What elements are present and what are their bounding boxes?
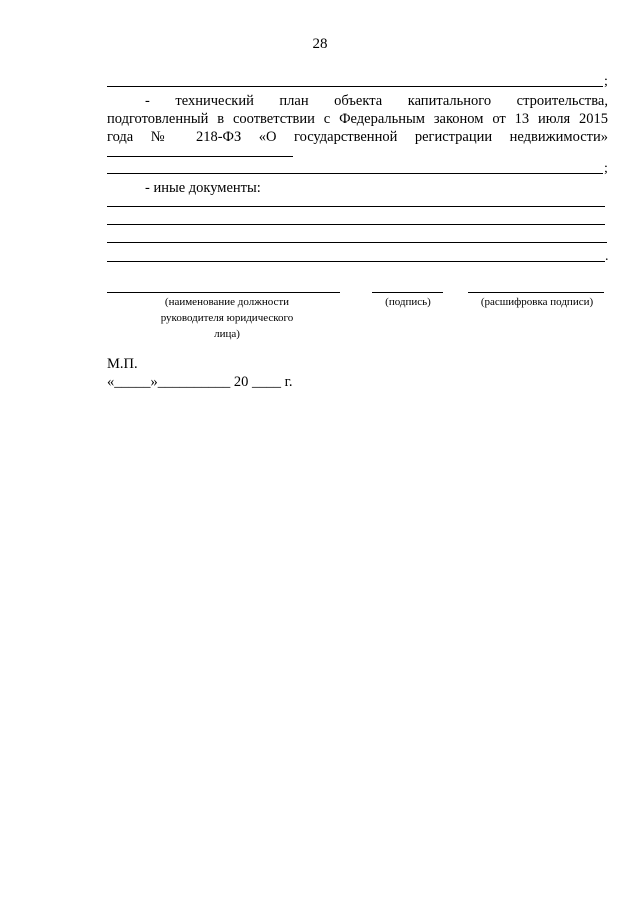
position-caption bbox=[127, 294, 327, 342]
other-docs-fill-line bbox=[107, 242, 607, 243]
position-caption-line: руководителя юридического bbox=[160, 312, 294, 324]
tech-plan-text-line-1: - технический план объекта капитального строительства, bbox=[145, 93, 608, 109]
short-fill-line bbox=[107, 156, 293, 157]
position-caption-line: лица) bbox=[214, 328, 240, 340]
decode-caption: (расшифровка подписи) bbox=[480, 296, 594, 308]
line-end-period: . bbox=[605, 249, 609, 264]
position-signature-line bbox=[107, 292, 340, 293]
other-docs-fill-line bbox=[107, 224, 605, 225]
blank-fill-line bbox=[107, 173, 603, 174]
line-end-semicolon: ; bbox=[604, 161, 608, 176]
line-end-semicolon: ; bbox=[604, 74, 608, 89]
tech-plan-text-line-2: подготовленный в соответствии с Федеральным законом от 13 июля 2015 bbox=[107, 111, 608, 127]
page-number: 28 bbox=[312, 36, 328, 52]
other-documents-label: - иные документы: bbox=[145, 180, 261, 196]
date-fill-line: «_____»__________ 20 ____ г. bbox=[107, 374, 293, 390]
other-docs-fill-line bbox=[107, 261, 605, 262]
signature-line bbox=[372, 292, 443, 293]
decode-signature-line bbox=[468, 292, 604, 293]
stamp-label: М.П. bbox=[107, 356, 138, 372]
signature-caption: (подпись) bbox=[385, 296, 431, 308]
tech-plan-text-line-3: года № 218-ФЗ «О государственной регистрации недвижимости» bbox=[107, 129, 608, 145]
position-caption-line: (наименование должности bbox=[164, 296, 290, 308]
other-docs-fill-line bbox=[107, 206, 605, 207]
blank-fill-line bbox=[107, 86, 603, 87]
